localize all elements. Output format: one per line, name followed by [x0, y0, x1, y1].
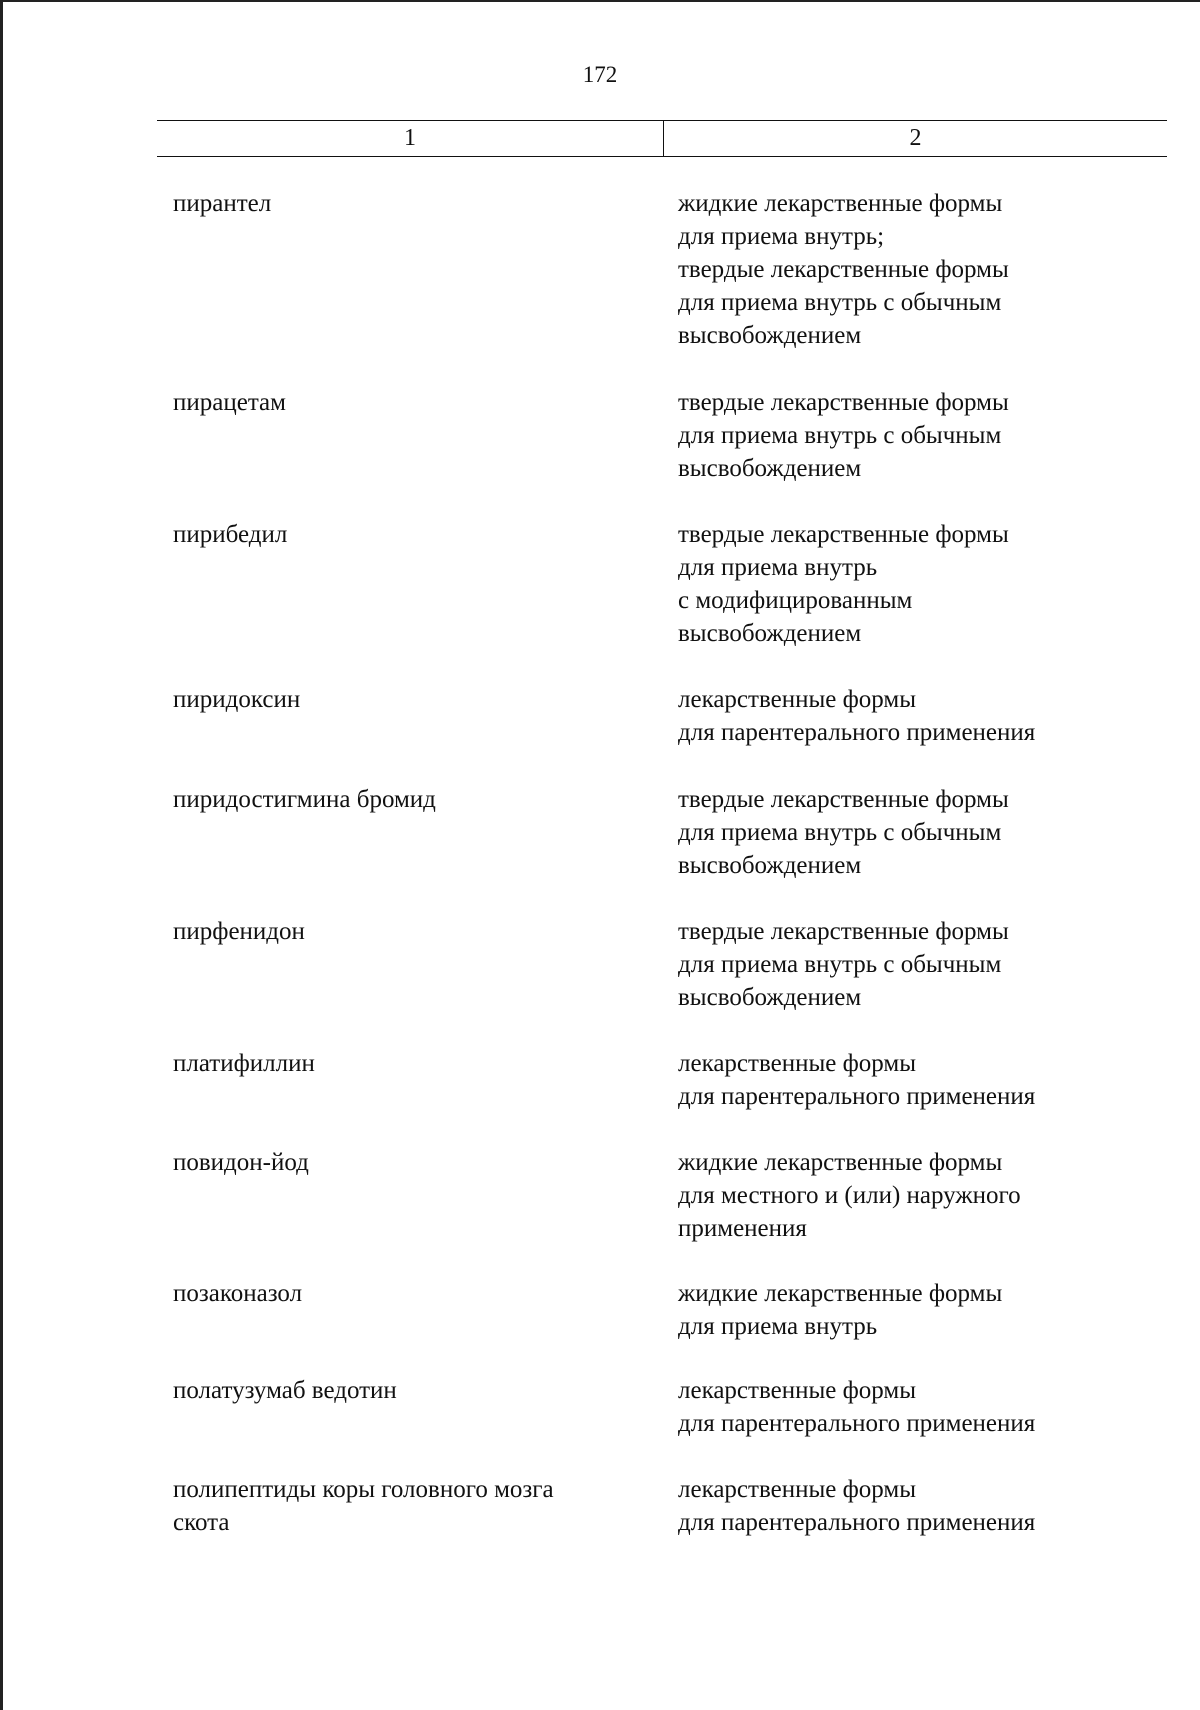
page-number: 172	[582, 62, 618, 87]
drug-name: пирацетам	[173, 389, 286, 416]
dosage-form: твердые лекарственные формы для приема внутрь с модифицированным высвобождением	[678, 521, 1009, 647]
dosage-form: лекарственные формы для парентерального применения	[678, 686, 1036, 746]
drug-name: пиридостигмина бромид	[173, 786, 436, 813]
drug-name: платифиллин	[173, 1050, 315, 1077]
dosage-form: твердые лекарственные формы для приема внутрь с обычным высвобождением	[678, 786, 1009, 879]
dosage-form: лекарственные формы для парентерального применения	[678, 1476, 1036, 1536]
drug-name: пирантел	[173, 190, 272, 217]
dosage-form: твердые лекарственные формы для приема внутрь с обычным высвобождением	[678, 918, 1009, 1011]
drug-name: пиридоксин	[173, 686, 301, 713]
dosage-form: лекарственные формы для парентерального применения	[678, 1377, 1036, 1437]
drug-name: пирибедил	[173, 521, 288, 548]
dosage-form: жидкие лекарственные формы для местного и (или) наружного применения	[678, 1149, 1021, 1242]
dosage-form: твердые лекарственные формы для приема внутрь с обычным высвобождением	[678, 389, 1009, 482]
scan-top-edge	[0, 0, 1200, 2]
drug-name: пирфенидон	[173, 918, 305, 945]
column-header-2: 2	[909, 125, 922, 151]
drug-name: позаконазол	[173, 1280, 303, 1307]
dosage-form: жидкие лекарственные формы для приема внутрь	[678, 1280, 1003, 1340]
table-header-top-rule	[157, 120, 1167, 121]
dosage-form: лекарственные формы для парентерального применения	[678, 1050, 1036, 1110]
drug-name: полипептиды коры головного мозга скота	[173, 1476, 554, 1536]
column-header-1: 1	[404, 125, 416, 151]
drug-name: повидон-йод	[173, 1149, 309, 1176]
table-header-bottom-rule	[157, 156, 1167, 157]
drug-name: полатузумаб ведотин	[173, 1377, 397, 1404]
dosage-form: жидкие лекарственные формы для приема внутрь; твердые лекарственные формы для приема внутрь с обычным высвобождением	[678, 190, 1009, 349]
scan-left-edge	[0, 0, 3, 1710]
